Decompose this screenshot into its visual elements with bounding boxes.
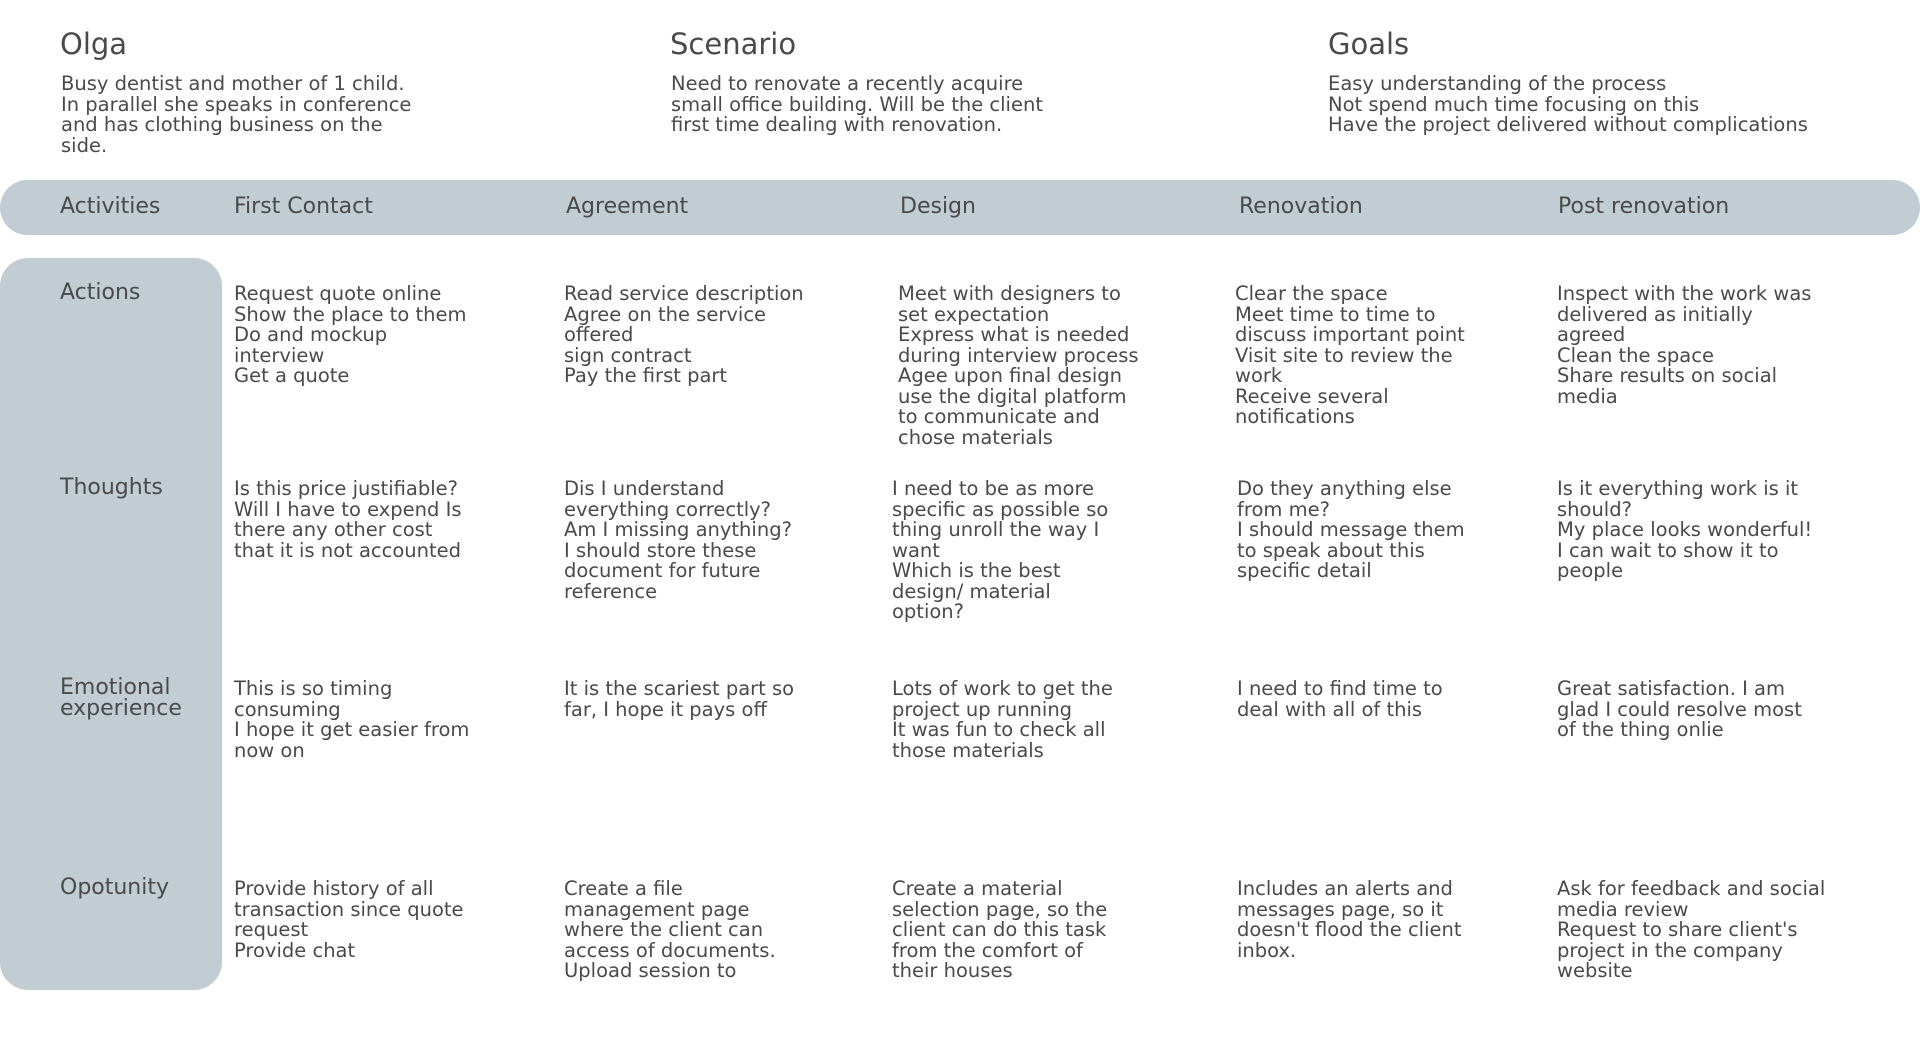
row-label-text: Thoughts xyxy=(60,475,163,500)
stage-first-contact: First Contact xyxy=(234,194,373,219)
cell-line: chose materials xyxy=(898,425,1053,449)
cell-line: Great satisfaction. I am xyxy=(1557,677,1786,700)
goal-line: Not spend much time focusing on this xyxy=(1328,92,1700,116)
cell-line: Request quote online xyxy=(234,282,442,305)
cell-opportunity-design xyxy=(892,879,1107,982)
cell-thoughts-first-contact xyxy=(234,479,462,561)
cell-line: Pay the first part xyxy=(564,364,728,387)
persona-name: Olga xyxy=(60,27,128,61)
cell-emotion-first-contact xyxy=(234,679,469,761)
cell-line: Lots of work to get the xyxy=(892,677,1113,700)
scenario-description xyxy=(671,74,1043,136)
cell-line: during interview process xyxy=(898,343,1139,367)
cell-line: My place looks wonderful! xyxy=(1557,518,1813,541)
cell-line: Visit site to review the xyxy=(1235,343,1453,367)
cell-line: Meet with designers to xyxy=(898,282,1121,305)
cell-line: Share results on social xyxy=(1557,364,1778,387)
cell-line: those materials xyxy=(892,738,1044,762)
cell-line: Ask for feedback and social xyxy=(1557,877,1826,900)
cell-line: Create a file xyxy=(564,877,683,900)
cell-line: Clean the space xyxy=(1557,343,1714,367)
cell-line: far, I hope it pays off xyxy=(564,697,767,721)
cell-line: Dis I understand xyxy=(564,477,725,500)
cell-emotion-agreement xyxy=(564,679,794,720)
cell-opportunity-renovation xyxy=(1237,879,1462,961)
cell-line: Provide history of all xyxy=(234,877,434,900)
cell-line: Do and mockup xyxy=(234,323,388,346)
cell-line: everything correctly? xyxy=(564,497,772,521)
persona-line: side. xyxy=(61,133,108,157)
cell-line: from me? xyxy=(1237,497,1330,521)
cell-line: I need to be as more xyxy=(892,477,1095,500)
persona-line: In parallel she speaks in conference xyxy=(61,92,412,116)
cell-line: now on xyxy=(234,738,305,762)
cell-line: agreed xyxy=(1557,323,1626,346)
cell-line: This is so timing xyxy=(234,677,393,700)
stage-post-renovation: Post renovation xyxy=(1558,194,1730,219)
cell-line: Is it everything work is it xyxy=(1557,477,1799,500)
row-label-text: Actions xyxy=(60,280,141,305)
cell-emotion-post-renovation xyxy=(1557,679,1802,741)
row-label-actions xyxy=(60,282,140,303)
cell-line: project in the company xyxy=(1557,938,1783,962)
row-label-opportunity xyxy=(60,877,169,898)
cell-line: Includes an alerts and xyxy=(1237,877,1453,900)
cell-line: Will I have to expend Is xyxy=(234,497,462,521)
cell-line: Clear the space xyxy=(1235,282,1388,305)
cell-thoughts-design xyxy=(892,479,1108,623)
cell-line: It is the scariest part so xyxy=(564,677,795,700)
cell-line: their houses xyxy=(892,959,1013,982)
scenario-line: small office building. Will be the client xyxy=(671,92,1043,116)
cell-line: Is this price justifiable? xyxy=(234,477,458,500)
cell-line: to communicate and xyxy=(898,405,1100,428)
cell-line: It was fun to check all xyxy=(892,718,1106,741)
cell-line: use the digital platform xyxy=(898,384,1127,408)
cell-opportunity-post-renovation xyxy=(1557,879,1825,982)
cell-line: Upload session to xyxy=(564,959,737,982)
goal-line: Easy understanding of the process xyxy=(1328,72,1667,95)
cell-actions-renovation xyxy=(1235,284,1465,428)
cell-thoughts-post-renovation xyxy=(1557,479,1812,582)
cell-line: glad I could resolve most xyxy=(1557,697,1802,721)
cell-thoughts-renovation xyxy=(1237,479,1465,582)
cell-line: management page xyxy=(564,897,750,921)
row-label-text: Emotional xyxy=(60,675,171,700)
stage-design: Design xyxy=(900,194,976,219)
cell-line: Create a material xyxy=(892,877,1063,900)
cell-line: Do they anything else xyxy=(1237,477,1452,500)
cell-line: transaction since quote xyxy=(234,897,464,921)
cell-line: Which is the best xyxy=(892,559,1061,582)
cell-line: document for future xyxy=(564,559,761,582)
cell-line: I should store these xyxy=(564,538,757,562)
cell-line: of the thing onlie xyxy=(1557,718,1724,741)
cell-line: people xyxy=(1557,559,1624,582)
cell-line: website xyxy=(1557,959,1633,982)
cell-line: Agee upon final design xyxy=(898,364,1123,387)
goals-description xyxy=(1328,74,1808,136)
cell-line: request xyxy=(234,918,309,941)
cell-actions-agreement xyxy=(564,284,804,387)
cell-line: specific detail xyxy=(1237,559,1372,582)
cell-thoughts-agreement xyxy=(564,479,792,602)
cell-line: option? xyxy=(892,600,965,623)
stage-renovation: Renovation xyxy=(1239,194,1363,219)
cell-line: Read service description xyxy=(564,282,804,305)
cell-line: I hope it get easier from xyxy=(234,718,470,741)
cell-line: client can do this task xyxy=(892,918,1107,941)
scenario-title: Scenario xyxy=(670,27,797,61)
cell-line: consuming xyxy=(234,697,341,721)
cell-line: Show the place to them xyxy=(234,302,467,326)
row-label-text: Opotunity xyxy=(60,875,170,900)
cell-line: Agree on the service xyxy=(564,302,767,326)
cell-line: access of documents. xyxy=(564,938,776,962)
stage-agreement: Agreement xyxy=(566,194,689,219)
cell-line: that it is not accounted xyxy=(234,538,462,562)
activities-label: Activities xyxy=(60,194,161,219)
persona-description xyxy=(61,74,411,156)
cell-line: Am I missing anything? xyxy=(564,518,792,541)
cell-line: notifications xyxy=(1235,405,1355,428)
cell-line: inbox. xyxy=(1237,938,1297,962)
cell-line: where the client can xyxy=(564,918,764,941)
cell-line: selection page, so the xyxy=(892,897,1108,921)
persona-line: Busy dentist and mother of 1 child. xyxy=(61,72,405,95)
cell-actions-first-contact xyxy=(234,284,466,387)
cell-line: Get a quote xyxy=(234,364,350,387)
cell-line: from the comfort of xyxy=(892,938,1083,962)
cell-line: reference xyxy=(564,579,658,603)
cell-line: project up running xyxy=(892,697,1073,721)
cell-actions-post-renovation xyxy=(1557,284,1811,407)
cell-line: doesn't flood the client xyxy=(1237,918,1462,941)
cell-line: I can wait to show it to xyxy=(1557,538,1779,562)
cell-line: discuss important point xyxy=(1235,323,1465,346)
goal-line: Have the project delivered without complications xyxy=(1328,113,1808,136)
cell-line: Provide chat xyxy=(234,938,356,962)
cell-line: Request to share client's xyxy=(1557,918,1798,941)
cell-line: offered xyxy=(564,323,634,346)
cell-line: specific as possible so xyxy=(892,497,1109,521)
scenario-line: Need to renovate a recently acquire xyxy=(671,72,1024,95)
cell-line: deal with all of this xyxy=(1237,697,1423,721)
cell-emotion-renovation xyxy=(1237,679,1443,720)
cell-line: Inspect with the work was xyxy=(1557,282,1812,305)
cell-line: interview xyxy=(234,343,325,367)
row-label-text: experience xyxy=(60,696,182,721)
scenario-line: first time dealing with renovation. xyxy=(671,113,1003,136)
cell-line: Receive several xyxy=(1235,384,1389,408)
cell-line: design/ material xyxy=(892,579,1051,603)
cell-line: I need to find time to xyxy=(1237,677,1443,700)
cell-line: work xyxy=(1235,364,1283,387)
row-label-thoughts xyxy=(60,477,163,498)
cell-opportunity-agreement xyxy=(564,879,776,982)
cell-actions-design xyxy=(898,284,1139,448)
cell-line: thing unroll the way I xyxy=(892,518,1100,541)
cell-line: messages page, so it xyxy=(1237,897,1444,921)
cell-line: delivered as initially xyxy=(1557,302,1753,326)
persona-line: and has clothing business on the xyxy=(61,113,383,136)
cell-emotion-design xyxy=(892,679,1113,761)
cell-line: I should message them xyxy=(1237,518,1465,541)
cell-line: Meet time to time to xyxy=(1235,302,1436,326)
goals-title: Goals xyxy=(1328,27,1410,61)
cell-line: set expectation xyxy=(898,302,1050,326)
cell-line: media review xyxy=(1557,897,1689,921)
cell-line: should? xyxy=(1557,497,1632,521)
cell-line: to speak about this xyxy=(1237,538,1425,562)
cell-opportunity-first-contact xyxy=(234,879,464,961)
cell-line: there any other cost xyxy=(234,518,433,541)
cell-line: sign contract xyxy=(564,343,692,367)
cell-line: Express what is needed xyxy=(898,323,1130,346)
row-label-emotional-experience xyxy=(60,677,182,719)
cell-line: media xyxy=(1557,384,1618,408)
cell-line: want xyxy=(892,538,940,562)
